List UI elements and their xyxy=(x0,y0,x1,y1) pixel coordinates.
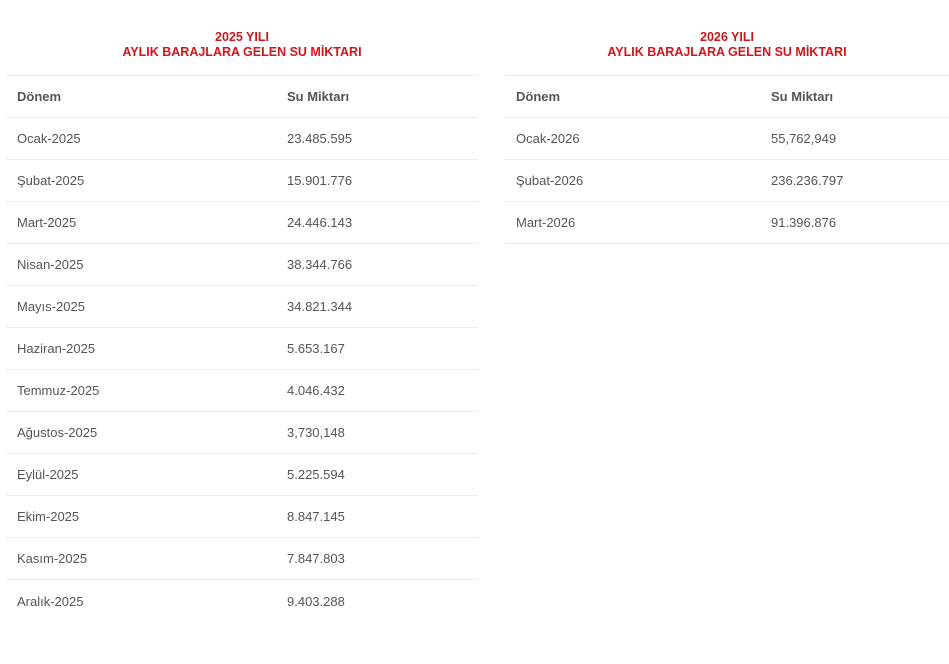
table-row xyxy=(6,580,478,622)
cell-amount: 3,730,148 xyxy=(287,425,345,440)
table-row xyxy=(6,496,478,538)
cell-amount: 38.344.766 xyxy=(287,257,353,272)
table-2026-title xyxy=(505,0,949,59)
table-row xyxy=(6,202,478,244)
table-2026 xyxy=(505,75,949,244)
table-2025 xyxy=(6,75,478,622)
cell-amount: 236.236.797 xyxy=(771,173,844,188)
cell-amount: 24.446.143 xyxy=(287,215,353,230)
cell-amount: 9.403.288 xyxy=(287,593,345,609)
cell-amount: 55,762,949 xyxy=(771,131,837,146)
cell-period: Eylül-2025 xyxy=(17,467,79,482)
cell-period: Ocak-2025 xyxy=(17,131,81,146)
cell-amount: 4.046.432 xyxy=(287,383,345,398)
table-2026-title-caption: AYLIK BARAJLARA GELEN SU MİKTARI xyxy=(607,45,847,59)
table-2026-panel xyxy=(505,0,949,244)
cell-amount: 91.396.876 xyxy=(771,215,837,230)
table-row xyxy=(6,454,478,496)
table-row xyxy=(505,160,949,202)
cell-period: Ekim-2025 xyxy=(17,509,80,524)
table-row xyxy=(6,160,478,202)
table-2025-title xyxy=(6,0,478,59)
cell-period: Şubat-2026 xyxy=(516,173,584,188)
cell-period: Mayıs-2025 xyxy=(17,299,85,314)
table-2025-panel xyxy=(6,0,478,622)
table-row xyxy=(6,412,478,454)
table-row xyxy=(6,286,478,328)
cell-amount: 7.847.803 xyxy=(287,551,345,566)
cell-period: Mart-2026 xyxy=(516,215,576,230)
table-row xyxy=(6,328,478,370)
cell-amount: 8.847.145 xyxy=(287,509,345,524)
table-2026-title-year: 2026 YILI xyxy=(700,30,754,44)
table-row xyxy=(505,118,949,160)
cell-amount: 23.485.595 xyxy=(287,131,353,146)
table-2025-title-year: 2025 YILI xyxy=(215,30,269,44)
table-row xyxy=(6,538,478,580)
table-row xyxy=(6,118,478,160)
table-header-row xyxy=(505,76,949,118)
cell-period: Mart-2025 xyxy=(17,215,77,230)
cell-amount: 5.653.167 xyxy=(287,341,345,356)
column-header-amount: Su Miktarı xyxy=(771,89,834,104)
cell-amount: 5.225.594 xyxy=(287,467,345,482)
table-row xyxy=(6,244,478,286)
cell-period: Ocak-2026 xyxy=(516,131,580,146)
cell-period: Aralık-2025 xyxy=(17,593,84,609)
table-header-row xyxy=(6,76,478,118)
cell-period: Kasım-2025 xyxy=(17,551,88,566)
table-row xyxy=(6,370,478,412)
cell-amount: 15.901.776 xyxy=(287,173,353,188)
column-header-period: Dönem xyxy=(516,89,561,104)
cell-period: Haziran-2025 xyxy=(17,341,96,356)
column-header-period: Dönem xyxy=(17,89,62,104)
cell-period: Ağustos-2025 xyxy=(17,425,98,440)
cell-period: Temmuz-2025 xyxy=(17,383,100,398)
table-row xyxy=(505,202,949,244)
cell-period: Şubat-2025 xyxy=(17,173,85,188)
table-2025-title-caption: AYLIK BARAJLARA GELEN SU MİKTARI xyxy=(122,45,362,59)
cell-period: Nisan-2025 xyxy=(17,257,84,272)
column-header-amount: Su Miktarı xyxy=(287,89,350,104)
cell-amount: 34.821.344 xyxy=(287,299,353,314)
